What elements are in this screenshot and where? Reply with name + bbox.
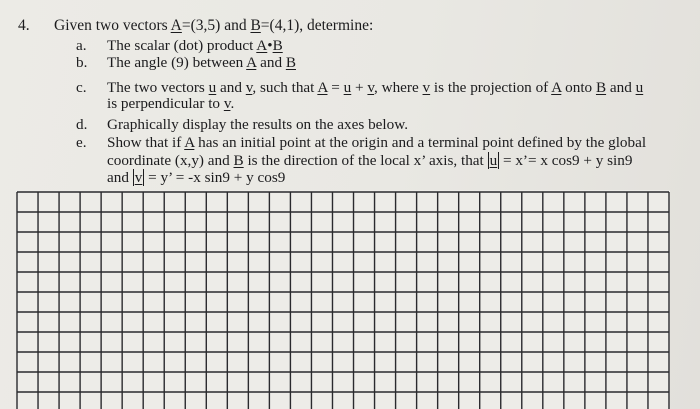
- vector-symbol: v: [245, 79, 253, 96]
- text-segment: +: [351, 79, 368, 96]
- vector-symbol: A: [256, 37, 268, 54]
- vector-b-label: B: [250, 17, 261, 34]
- text-segment: = x’= x cos9 + y sin9: [499, 152, 633, 169]
- text-segment: .: [230, 95, 235, 112]
- sub-question-letter: d.: [76, 116, 88, 133]
- vector-symbol: A: [184, 134, 195, 151]
- vector-symbol: u: [208, 79, 217, 96]
- sub-question-letter: e.: [76, 134, 87, 151]
- vector-symbol: A: [317, 79, 328, 96]
- text-segment: is the direction of the local x’ axis, that: [243, 152, 488, 169]
- graph-paper-grid: [16, 190, 670, 409]
- text-segment: The scalar (dot) product: [107, 37, 257, 54]
- vector-symbol: B: [285, 54, 296, 71]
- text-segment: onto: [561, 79, 596, 96]
- question-number: 4.: [18, 17, 30, 34]
- vector-symbol: v: [223, 95, 231, 112]
- text-segment: •: [267, 37, 273, 54]
- sub-question-line: [107, 37, 283, 54]
- sub-question-letter: b.: [76, 54, 88, 71]
- text-segment: Graphically display the results on the axes below.: [107, 116, 408, 133]
- vector-symbol: v: [134, 169, 143, 186]
- text-segment: The two vectors: [107, 79, 209, 96]
- text-segment: is the projection of: [430, 79, 552, 96]
- text-segment: and: [606, 79, 636, 96]
- stem-prefix: Given two vectors: [54, 17, 171, 34]
- vector-symbol: B: [595, 79, 607, 96]
- sub-question-letter: a.: [76, 37, 87, 54]
- text-segment: and: [256, 54, 286, 71]
- text-segment: , where: [374, 79, 423, 96]
- text-segment: and: [216, 79, 246, 96]
- text-segment: has an initial point at the origin and a terminal point defined by the global: [194, 134, 647, 151]
- text-segment: coordinate (x,y) and: [107, 152, 234, 169]
- vector-symbol: A: [551, 79, 562, 96]
- sub-question-line: [107, 95, 234, 112]
- text-segment: Show that if: [107, 134, 185, 151]
- text-segment: =: [327, 79, 344, 96]
- text-segment: , such that: [252, 79, 318, 96]
- vector-b-value: =(4,1), determine:: [260, 17, 374, 34]
- text-segment: The angle (9) between: [107, 54, 247, 71]
- vector-symbol: u: [489, 152, 498, 169]
- vector-symbol: B: [272, 37, 283, 54]
- grid-background: [16, 190, 670, 409]
- vector-a-label: A: [170, 17, 182, 34]
- vector-symbol: B: [233, 152, 244, 169]
- vector-symbol: v: [367, 79, 375, 96]
- text-segment: is perpendicular to: [107, 95, 224, 112]
- sub-question-line: [107, 54, 296, 71]
- vector-symbol: v: [422, 79, 431, 96]
- vector-symbol: A: [246, 54, 257, 71]
- vector-a-value: =(3,5) and: [181, 17, 251, 34]
- text-segment: and: [107, 169, 133, 186]
- sub-question-line: [107, 134, 646, 151]
- sub-question-line: [107, 169, 285, 186]
- sub-question-line: [107, 116, 408, 133]
- vector-symbol: u: [635, 79, 644, 96]
- question-stem: [54, 17, 373, 35]
- sub-question-line: [107, 152, 632, 169]
- sub-question-letter: c.: [76, 79, 87, 96]
- grid-svg: [16, 190, 670, 409]
- sub-question-line: [107, 79, 643, 96]
- vector-symbol: u: [343, 79, 352, 96]
- text-segment: = y’ = -x sin9 + y cos9: [144, 169, 286, 186]
